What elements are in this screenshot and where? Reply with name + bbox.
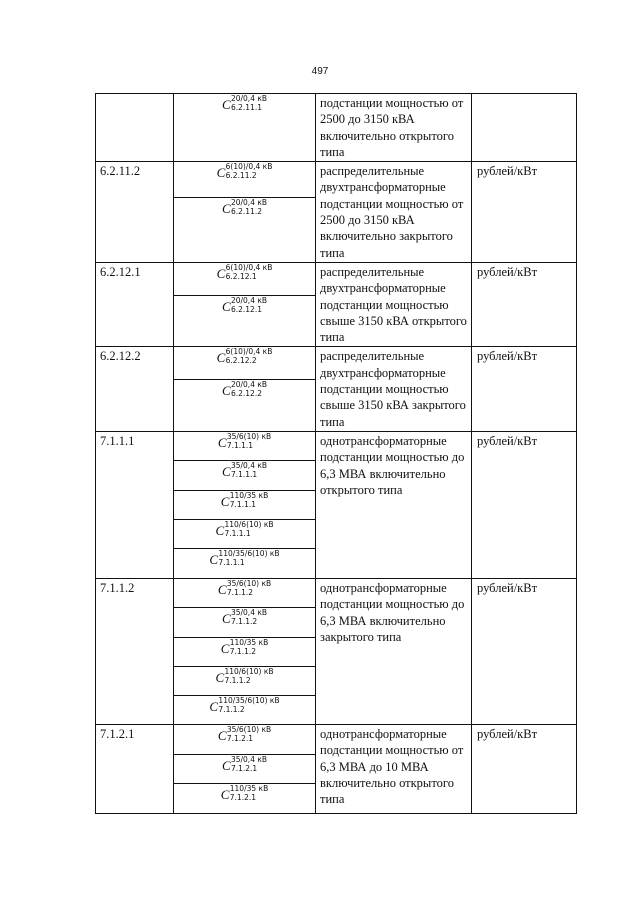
rate-symbol-index: 7.1.1.2 <box>230 616 258 626</box>
rate-symbol-letter: C <box>221 383 231 399</box>
rate-symbol-voltage: 35/0,4 кВ <box>230 460 268 470</box>
rate-symbol-index: 7.1.1.1 <box>218 557 245 567</box>
rate-symbol <box>215 520 273 538</box>
rate-symbol-letter: C <box>216 165 226 181</box>
table-row <box>96 431 577 460</box>
page-number: 497 <box>311 66 329 77</box>
rate-symbol-cell <box>174 490 316 519</box>
rate-symbol-index: 6.2.12.1 <box>230 305 262 315</box>
rate-symbol-voltage: 35/6(10) кВ <box>226 578 272 588</box>
item-unit: рублей/кВт <box>472 262 577 346</box>
rate-symbol-letter: C <box>220 640 230 656</box>
item-code: 7.1.1.2 <box>96 578 174 724</box>
rate-symbol-letter: C <box>209 698 219 714</box>
rate-symbol-cell <box>174 380 316 432</box>
rate-symbol-letter: C <box>217 434 227 450</box>
rate-symbol-index: 7.1.2.1 <box>229 792 257 802</box>
rate-symbol-cell <box>174 754 316 783</box>
rate-symbol-cell <box>174 637 316 666</box>
rate-symbol-letter: C <box>209 551 219 567</box>
item-unit: рублей/кВт <box>472 578 577 724</box>
rate-symbol-index: 7.1.1.2 <box>224 675 251 685</box>
rate-symbol-voltage: 110/6(10) кВ <box>224 666 274 676</box>
rate-symbol <box>221 638 268 656</box>
item-code: 7.1.2.1 <box>96 724 174 813</box>
table-row <box>96 724 577 754</box>
rate-symbol-letter: C <box>221 201 231 217</box>
rate-symbol-voltage: 110/35 кВ <box>229 490 269 500</box>
rate-symbol <box>215 667 273 685</box>
rate-symbol-cell <box>174 296 316 347</box>
rate-symbol <box>218 725 271 743</box>
rate-symbol-index: 7.1.1.2 <box>229 646 257 656</box>
rate-symbol <box>221 784 268 802</box>
item-unit: рублей/кВт <box>472 431 577 578</box>
table-row <box>96 347 577 380</box>
rate-symbol <box>209 549 279 567</box>
rate-symbol-cell <box>174 666 316 695</box>
item-description: однотрансформаторные подстанции мощностью до 6,3 МВА включительно закрытого типа <box>316 578 472 724</box>
rate-symbol <box>218 432 271 450</box>
item-code: 6.2.12.2 <box>96 347 174 431</box>
rate-symbol-cell <box>174 94 316 162</box>
rate-symbol-letter: C <box>215 522 225 538</box>
rate-symbol-index: 7.1.1.1 <box>230 469 258 479</box>
rate-symbol-cell <box>174 578 316 607</box>
rate-symbol-voltage: 110/35/6(10) кВ <box>218 695 280 705</box>
rate-symbol-letter: C <box>220 493 230 509</box>
rate-symbol-letter: C <box>215 669 225 685</box>
rate-symbol-letter: C <box>220 786 230 802</box>
rate-symbol <box>217 263 273 281</box>
rate-symbol-index: 7.1.1.1 <box>229 499 257 509</box>
rate-symbol-voltage: 6(10)/0,4 кВ <box>225 262 273 272</box>
rate-symbol-index: 6.2.12.2 <box>230 389 262 399</box>
rate-symbol-voltage: 20/0,4 кВ <box>230 94 268 103</box>
rate-symbol-cell <box>174 724 316 754</box>
item-unit: рублей/кВт <box>472 162 577 263</box>
rate-symbol-letter: C <box>217 727 227 743</box>
rate-symbol-index: 7.1.2.1 <box>226 733 254 743</box>
rate-symbol-letter: C <box>221 463 231 479</box>
rate-symbol-letter: C <box>217 581 227 597</box>
rate-symbol-cell <box>174 607 316 637</box>
rate-symbol <box>221 491 268 509</box>
rate-symbol-letter: C <box>221 97 231 112</box>
rate-symbol-voltage: 35/6(10) кВ <box>226 431 272 441</box>
rate-symbol-voltage: 110/6(10) кВ <box>224 519 274 529</box>
rate-symbol-cell <box>174 783 316 813</box>
rate-symbol-letter: C <box>221 757 231 773</box>
rate-symbol-voltage: 20/0,4 кВ <box>230 198 268 208</box>
item-description: распределительные двухтрансформаторные подстанции мощностью от 2500 до 3150 кВА включительно закрытого типа <box>316 162 472 263</box>
item-unit <box>472 94 577 162</box>
item-code: 7.1.1.1 <box>96 431 174 578</box>
rate-symbol-voltage: 35/0,4 кВ <box>230 607 268 617</box>
rate-symbol-cell <box>174 519 316 548</box>
rate-symbol-cell <box>174 162 316 198</box>
rate-symbol <box>222 198 267 216</box>
rate-symbol-voltage: 20/0,4 кВ <box>230 380 268 390</box>
item-description: подстанции мощностью от 2500 до 3150 кВА включительно открытого типа <box>316 94 472 162</box>
rate-symbol-voltage: 110/35/6(10) кВ <box>218 548 280 558</box>
rate-symbol-index: 6.2.12.1 <box>225 271 257 281</box>
rate-symbol <box>222 380 267 398</box>
rate-symbol-index: 6.2.11.2 <box>225 171 257 181</box>
rate-symbol-voltage: 6(10)/0,4 кВ <box>225 162 273 172</box>
item-description: однотрансформаторные подстанции мощностью от 6,3 МВА до 10 МВА включительно открытого типа <box>316 724 472 813</box>
rate-symbol-letter: C <box>221 299 231 315</box>
item-description: распределительные двухтрансформаторные подстанции мощностью свыше 3150 кВА закрытого типа <box>316 347 472 431</box>
table-row <box>96 578 577 607</box>
rate-symbol <box>222 296 267 314</box>
rate-symbol-voltage: 35/6(10) кВ <box>226 724 272 734</box>
rate-symbol <box>222 461 267 479</box>
item-code: 6.2.11.2 <box>96 162 174 263</box>
rate-symbol-index: 6.2.11.2 <box>230 207 262 217</box>
table-row <box>96 94 577 162</box>
rate-symbol-index: 6.2.12.2 <box>225 356 257 366</box>
rate-symbol-letter: C <box>221 610 231 626</box>
rate-symbol-letter: C <box>216 265 226 281</box>
rate-symbol-voltage: 20/0,4 кВ <box>230 296 268 306</box>
rate-symbol-voltage: 110/35 кВ <box>229 783 269 793</box>
rate-symbol-cell <box>174 262 316 295</box>
rate-symbol-voltage: 110/35 кВ <box>229 637 269 647</box>
rate-symbol <box>209 696 279 714</box>
rate-symbol-letter: C <box>216 350 226 366</box>
rate-symbol-cell <box>174 695 316 724</box>
item-description: распределительные двухтрансформаторные подстанции мощностью свыше 3150 кВА открытого типа <box>316 262 472 346</box>
rate-symbol-voltage: 6(10)/0,4 кВ <box>225 347 273 357</box>
rate-symbol <box>222 755 267 773</box>
rate-symbol-cell <box>174 347 316 380</box>
rate-symbol-index: 7.1.1.2 <box>226 587 254 597</box>
item-code: 6.2.12.1 <box>96 262 174 346</box>
rate-symbol-index: 7.1.1.2 <box>218 704 245 714</box>
rate-symbol <box>217 347 273 365</box>
rate-symbol <box>217 162 273 180</box>
rate-symbol-index: 7.1.1.1 <box>224 528 251 538</box>
table-row <box>96 262 577 295</box>
rate-symbol-cell <box>174 460 316 490</box>
rate-symbol-voltage: 35/0,4 кВ <box>230 754 268 764</box>
table-row <box>96 162 577 198</box>
tariff-table-body <box>96 94 577 814</box>
rate-symbol-index: 7.1.2.1 <box>230 763 258 773</box>
item-code <box>96 94 174 162</box>
tariff-table <box>95 93 577 814</box>
rate-symbol <box>222 94 267 112</box>
item-unit: рублей/кВт <box>472 347 577 431</box>
rate-symbol-cell <box>174 431 316 460</box>
rate-symbol-index: 6.2.11.1 <box>230 103 262 112</box>
rate-symbol-cell <box>174 198 316 263</box>
rate-symbol <box>222 608 267 626</box>
rate-symbol-cell <box>174 548 316 578</box>
rate-symbol-index: 7.1.1.1 <box>226 440 254 450</box>
item-unit: рублей/кВт <box>472 724 577 813</box>
rate-symbol <box>218 579 271 597</box>
item-description: однотрансформаторные подстанции мощностью до 6,3 МВА включительно открытого типа <box>316 431 472 578</box>
